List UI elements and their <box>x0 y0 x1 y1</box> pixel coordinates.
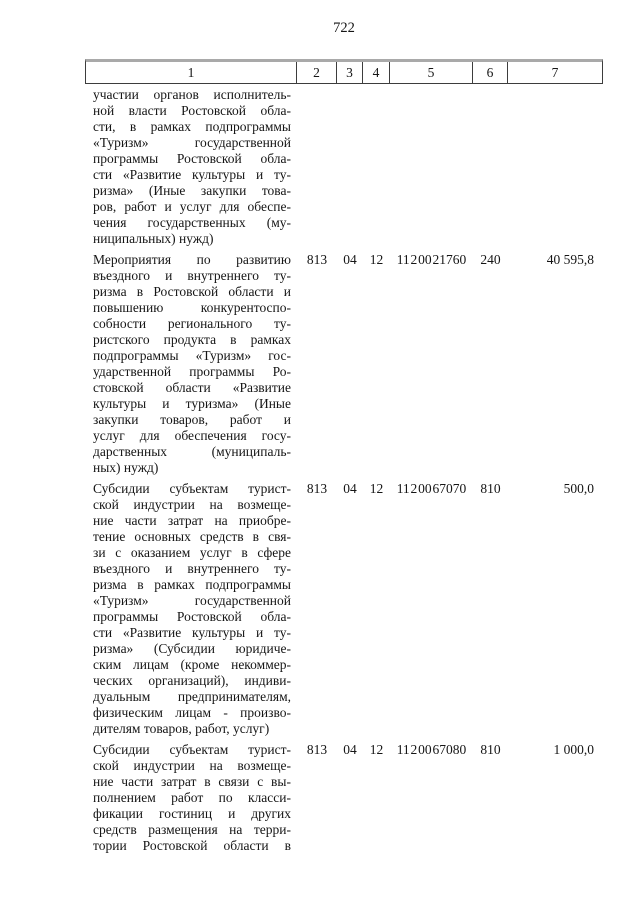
description-line: фикации гостиниц и других <box>93 806 291 821</box>
description-line: ние части затрат в связи с вы- <box>93 774 291 789</box>
description-line: ударственной программы Ро- <box>93 364 291 379</box>
cell-subsection <box>363 87 390 247</box>
description-line: «Туризм» государственной <box>93 593 291 608</box>
description-line: ных) нужд) <box>93 460 159 475</box>
cell-subsection: 12 <box>369 252 384 267</box>
cell-grbs: 813 <box>306 481 328 496</box>
cell-expense-type: 810 <box>480 481 501 496</box>
description-line: тории Ростовской области в <box>93 838 291 853</box>
cell-expense-type <box>473 87 508 247</box>
table-body <box>85 87 603 854</box>
table-row <box>85 481 603 737</box>
row-description <box>86 481 297 737</box>
column-header-3: 3 <box>337 62 363 83</box>
description-line: чения государственных (му- <box>93 215 291 230</box>
description-line: средств размещения на терри- <box>93 822 291 837</box>
description-line: участии органов исполнитель- <box>93 87 291 102</box>
cell-subsection: 12 <box>369 481 384 496</box>
description-line: «Туризм» государственной <box>93 135 291 150</box>
column-header-6: 6 <box>473 62 508 83</box>
description-line: дарственных (муниципаль- <box>93 444 291 459</box>
description-line: Субсидии субъектам турист- <box>93 742 291 757</box>
description-line: собности регионального ту- <box>93 316 291 331</box>
description-line: стовской области «Развитие <box>93 380 291 395</box>
description-line: ческих организаций), индиви- <box>93 673 291 688</box>
cell-section <box>337 87 363 247</box>
cell-grbs: 813 <box>306 252 328 267</box>
column-header-5: 5 <box>390 62 473 83</box>
description-line: повышению конкурентоспо- <box>93 300 291 315</box>
description-line: ров, работ и услуг для обеспе- <box>93 199 291 214</box>
table-header-row <box>85 59 603 84</box>
description-line: ской индустрии на возмеще- <box>93 497 291 512</box>
description-line: Субсидии субъектам турист- <box>93 481 291 496</box>
description-line: культуры и туризма» (Иные <box>93 396 291 411</box>
cell-section: 04 <box>343 252 357 267</box>
description-line: въездного и внутреннего ту- <box>93 268 291 283</box>
description-line: подпрограммы «Туризм» гос- <box>93 348 291 363</box>
description-line: сти, в рамках подпрограммы <box>93 119 291 134</box>
description-line: въездного и внутреннего ту- <box>93 561 291 576</box>
cell-amount <box>508 87 602 247</box>
table-row <box>85 87 603 247</box>
description-line: ризма в рамках подпрограммы <box>93 577 291 592</box>
cell-grbs: 813 <box>306 742 328 757</box>
table-row <box>85 252 603 476</box>
cell-section: 04 <box>343 742 357 757</box>
cell-section: 04 <box>343 481 357 496</box>
description-line: услуг для обеспечения госу- <box>93 428 291 443</box>
budget-table <box>85 59 603 854</box>
description-line: дителям товаров, работ, услуг) <box>93 721 270 736</box>
cell-target-code <box>390 87 473 247</box>
description-line: ризма в Ростовской области и <box>93 284 291 299</box>
description-line: зи с оказанием услуг в сфере <box>93 545 291 560</box>
description-line: сти «Развитие культуры и ту- <box>93 167 291 182</box>
column-header-1: 1 <box>86 62 297 83</box>
description-line: ной власти Ростовской обла- <box>93 103 291 118</box>
column-header-2: 2 <box>297 62 337 83</box>
row-description <box>86 87 297 247</box>
cell-target-code: 11 2 00 21760 <box>396 252 467 267</box>
description-line: ние части затрат на приобре- <box>93 513 291 528</box>
description-line: дуальным предпринимателям, <box>93 689 291 704</box>
row-description <box>86 742 297 854</box>
column-header-4: 4 <box>363 62 390 83</box>
description-line: ризма» (Иные закупки това- <box>93 183 291 198</box>
description-line: программы Ростовской обла- <box>93 151 291 166</box>
description-line: ниципальных) нужд) <box>93 231 214 246</box>
cell-target-code: 11 2 00 67080 <box>396 742 467 757</box>
description-line: ризма» (Субсидии юридиче- <box>93 641 291 656</box>
cell-expense-type: 240 <box>480 252 501 267</box>
cell-grbs <box>297 87 337 247</box>
cell-target-code: 11 2 00 67070 <box>396 481 467 496</box>
cell-subsection: 12 <box>369 742 384 757</box>
column-header-7: 7 <box>551 64 559 80</box>
description-line: закупки товаров, работ и <box>93 412 291 427</box>
cell-amount: 1 000,0 <box>553 742 594 757</box>
description-line: сти «Развитие культуры и ту- <box>93 625 291 640</box>
table-row <box>85 742 603 854</box>
description-line: тение основных средств в свя- <box>93 529 291 544</box>
cell-amount: 40 595,8 <box>546 252 594 267</box>
description-line: полнением работ по класси- <box>93 790 291 805</box>
description-line: физическим лицам - произво- <box>93 705 291 720</box>
description-line: ристского продукта в рамках <box>93 332 291 347</box>
description-line: ским лицам (кроме некоммер- <box>93 657 291 672</box>
cell-expense-type: 810 <box>480 742 501 757</box>
row-description <box>86 252 297 476</box>
page-number: 722 <box>333 20 355 36</box>
description-line: программы Ростовской обла- <box>93 609 291 624</box>
description-line: ской индустрии на возмеще- <box>93 758 291 773</box>
description-line: Мероприятия по развитию <box>93 252 291 267</box>
cell-amount: 500,0 <box>563 481 594 496</box>
